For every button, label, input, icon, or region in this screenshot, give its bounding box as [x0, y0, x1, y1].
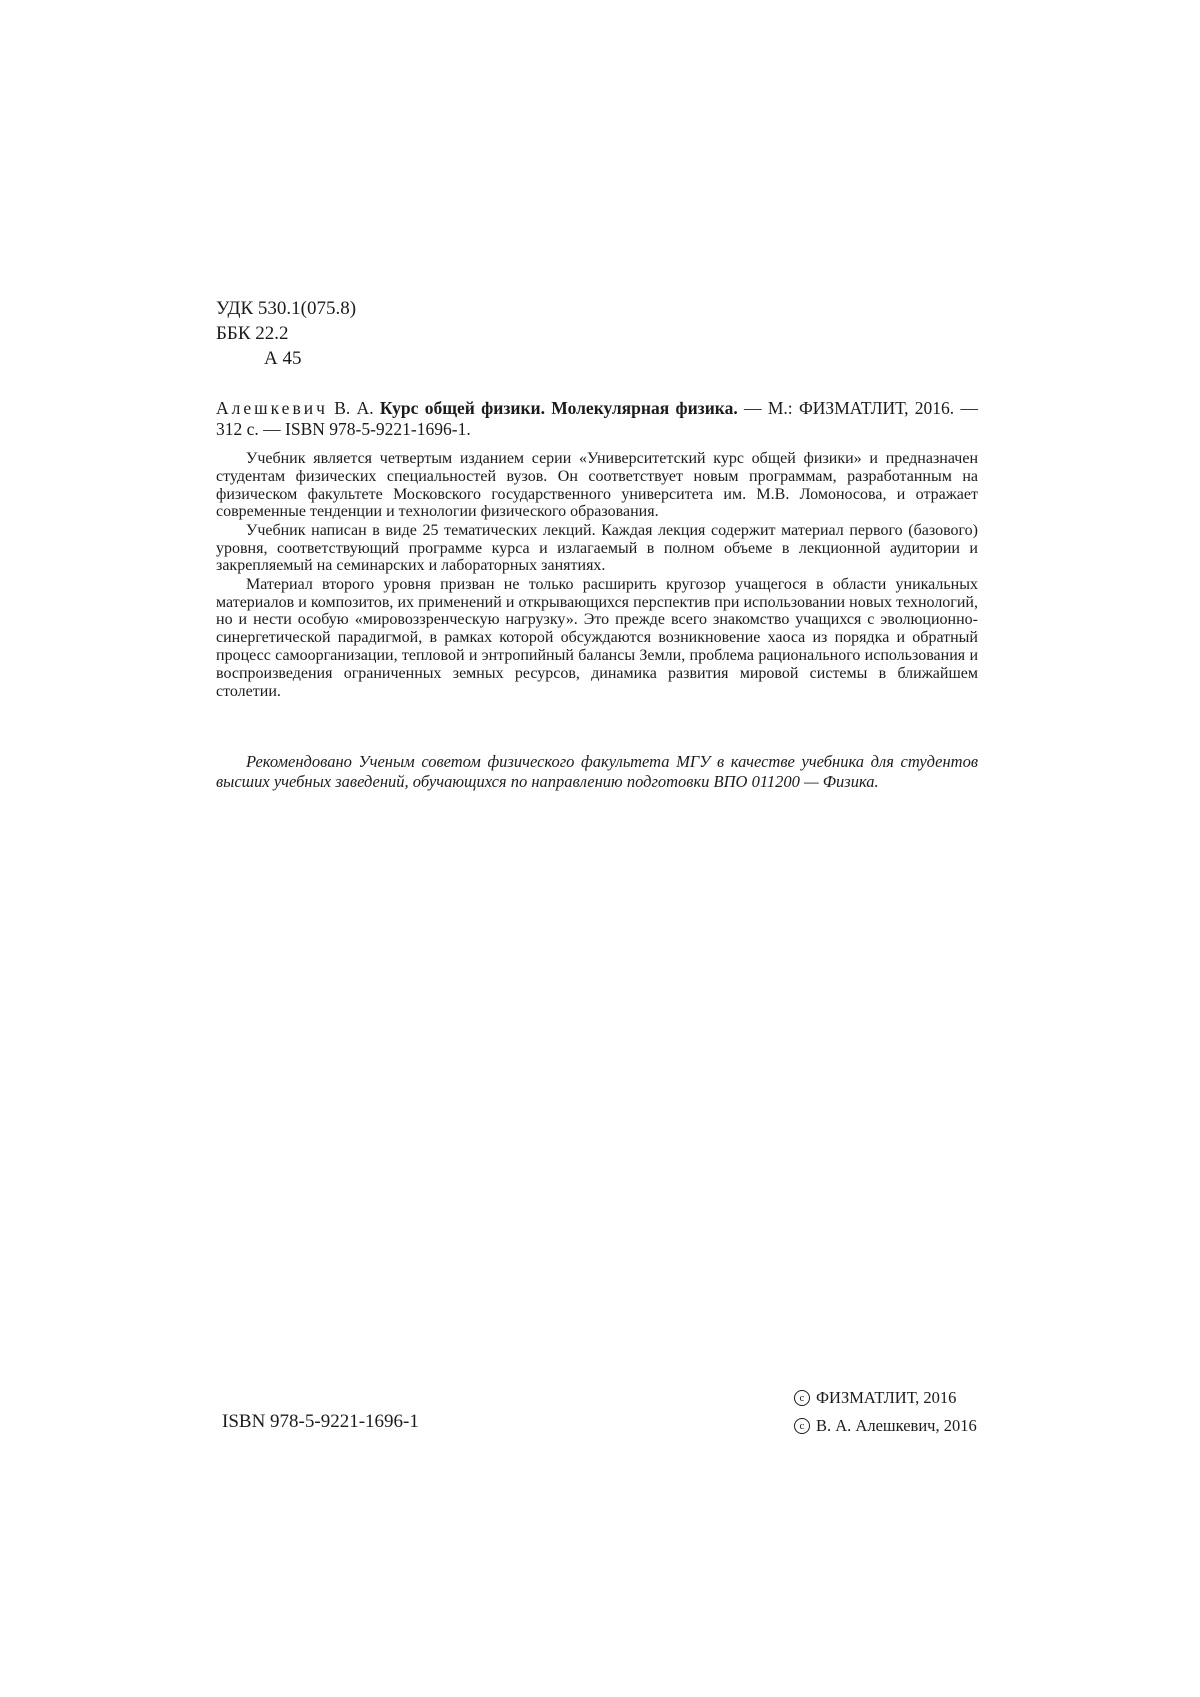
udk-code: УДК 530.1(075.8)	[216, 298, 357, 319]
bbk-code: ББК 22.2	[216, 323, 289, 344]
recommendation-note: Рекомендовано Ученым советом физического факультета МГУ в качестве учебника для студентов высших учебных заведений, обучающихся по направлению подготовки ВПО 011200 — Физика.	[216, 752, 978, 791]
copyright-icon: c	[794, 1418, 810, 1434]
copyright-icon: c	[794, 1390, 810, 1406]
bib-title: Курс общей физики. Молекулярная физика.	[379, 398, 738, 418]
bib-author: Алешкевич	[216, 398, 328, 418]
abstract-paragraph: Учебник является четвертым изданием серии «Университетский курс общей физики» и предназначен студентам физических специальностей вузов. Он соответствует новым программам, разработанным на физическом факультете Московского государственного университета им. М.В. Ломоносова, и отражает современные тенденции и технологии физического образования.	[216, 450, 978, 521]
copyright-author-line	[794, 1412, 977, 1440]
abstract	[216, 450, 978, 701]
abstract-paragraph: Учебник написан в виде 25 тематических лекций. Каждая лекция содержит материал первого (базового) уровня, соответствующий программе курса и излагаемый в полном объеме в лекционной аудитории и закрепляемый на семинарских и лабораторных занятиях.	[216, 521, 978, 575]
bib-initials: В. А.	[334, 398, 374, 418]
copyright-author: В. А. Алешкевич, 2016	[816, 1416, 977, 1435]
bib-imprint: — М.: ФИЗМАТЛИТ, 2016. — 312 с. — ISBN 978-5-9221-1696-1.	[216, 398, 978, 439]
author-mark: А 45	[264, 348, 302, 369]
classification-block	[216, 296, 356, 371]
copyright-publisher: ФИЗМАТЛИТ, 2016	[816, 1388, 957, 1407]
isbn: ISBN 978-5-9221-1696-1	[222, 1411, 419, 1432]
copyright-block	[794, 1384, 977, 1440]
copyright-publisher-line	[794, 1384, 977, 1412]
bibliographic-record	[216, 398, 978, 440]
abstract-paragraph: Материал второго уровня призван не только расширить кругозор учащегося в области уникальных материалов и композитов, их применений и открывающихся перспектив при использовании новых технологий, но и нести особую «мировоззренческую нагрузку». Это прежде всего знакомство учащихся с эволюционно-синергетической парадигмой, в рамках которой обсуждаются возникновение хаоса из порядка и обратный процесс самоорганизации, тепловой и энтропийный балансы Земли, проблема рационального использования и воспроизведения ограниченных земных ресурсов, динамика развития мировой системы в ближайшем столетии.	[216, 575, 978, 700]
